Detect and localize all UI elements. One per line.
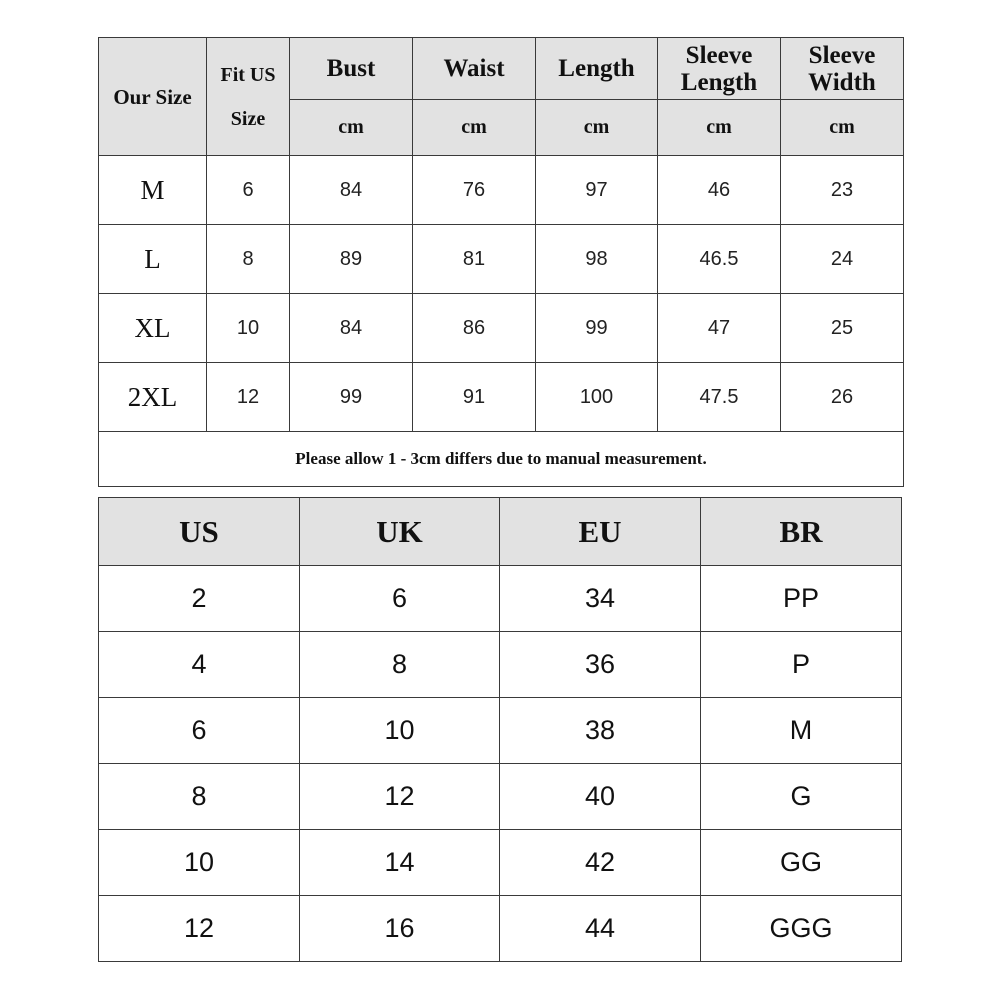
table-row [99,698,902,764]
cell-br: PP [701,566,902,632]
cell-eu: 44 [500,896,701,962]
cell-uk: 16 [300,896,500,962]
cell-sleeve-length: 47 [658,294,781,363]
cell-us: 2 [99,566,300,632]
cell-length: 100 [536,363,658,432]
cell-uk: 8 [300,632,500,698]
cell-bust: 84 [290,294,413,363]
header-fit-us-size: Fit US Size [207,38,290,156]
header-us: US [99,498,300,566]
cell-waist: 81 [413,225,536,294]
cell-us: 12 [99,896,300,962]
cell-br: GG [701,830,902,896]
cell-length: 98 [536,225,658,294]
cell-fit-us: 12 [207,363,290,432]
header-eu: EU [500,498,701,566]
cell-br: G [701,764,902,830]
table-row [99,225,904,294]
cell-sleeve-width: 25 [781,294,904,363]
cell-length: 99 [536,294,658,363]
table-row [99,156,904,225]
header-waist: Waist [413,38,536,100]
header-length: Length [536,38,658,100]
cell-sleeve-width: 23 [781,156,904,225]
cell-eu: 42 [500,830,701,896]
size-chart-header-row [99,38,904,100]
unit-bust: cm [290,100,413,156]
cell-br: P [701,632,902,698]
measurement-note: Please allow 1 - 3cm differs due to manual measurement. [99,432,904,487]
cell-size: 2XL [99,363,207,432]
cell-waist: 91 [413,363,536,432]
cell-bust: 99 [290,363,413,432]
table-row [99,764,902,830]
cell-us: 4 [99,632,300,698]
cell-size: L [99,225,207,294]
cell-sleeve-length: 46.5 [658,225,781,294]
cell-fit-us: 6 [207,156,290,225]
unit-waist: cm [413,100,536,156]
cell-sleeve-length: 46 [658,156,781,225]
size-chart-table [98,37,904,487]
table-row [99,566,902,632]
cell-sleeve-width: 24 [781,225,904,294]
header-our-size: Our Size [99,38,207,156]
cell-us: 8 [99,764,300,830]
cell-uk: 10 [300,698,500,764]
cell-waist: 86 [413,294,536,363]
cell-eu: 34 [500,566,701,632]
note-row [99,432,904,487]
table-row [99,896,902,962]
cell-br: GGG [701,896,902,962]
unit-sleeve-width: cm [781,100,904,156]
cell-size: M [99,156,207,225]
cell-uk: 14 [300,830,500,896]
cell-eu: 36 [500,632,701,698]
header-sleeve-width: Sleeve Width [781,38,904,100]
size-conversion-table [98,497,902,962]
header-uk: UK [300,498,500,566]
cell-eu: 38 [500,698,701,764]
cell-size: XL [99,294,207,363]
cell-us: 6 [99,698,300,764]
cell-eu: 40 [500,764,701,830]
cell-waist: 76 [413,156,536,225]
header-br: BR [701,498,902,566]
table-row [99,294,904,363]
cell-bust: 89 [290,225,413,294]
cell-fit-us: 10 [207,294,290,363]
conversion-header-row [99,498,902,566]
cell-fit-us: 8 [207,225,290,294]
cell-bust: 84 [290,156,413,225]
table-row [99,830,902,896]
cell-uk: 6 [300,566,500,632]
cell-sleeve-length: 47.5 [658,363,781,432]
cell-sleeve-width: 26 [781,363,904,432]
cell-br: M [701,698,902,764]
cell-us: 10 [99,830,300,896]
unit-length: cm [536,100,658,156]
header-bust: Bust [290,38,413,100]
table-row [99,632,902,698]
cell-length: 97 [536,156,658,225]
header-sleeve-length: Sleeve Length [658,38,781,100]
cell-uk: 12 [300,764,500,830]
unit-sleeve-length: cm [658,100,781,156]
table-row [99,363,904,432]
